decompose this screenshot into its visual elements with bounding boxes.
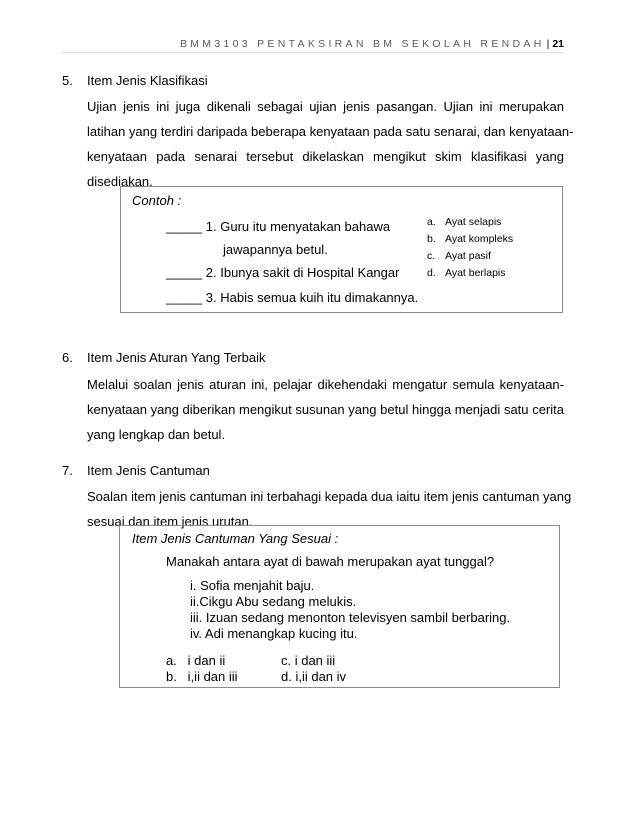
answer-option: b. i,ii dan iii xyxy=(166,669,238,684)
example-item xyxy=(166,290,418,305)
option-text: Ayat kompleks xyxy=(445,233,514,245)
option-text: Ayat selapis xyxy=(445,216,502,228)
classification-example-box xyxy=(120,186,563,313)
option-text: Ayat berlapis xyxy=(445,267,506,279)
example-label: Contoh : xyxy=(132,193,182,208)
option-letter: b. xyxy=(427,233,436,245)
section-5-paragraph xyxy=(87,94,574,194)
paragraph-line: Ujian jenis ini juga dikenali sebagai ujian jenis pasangan. Ujian ini merupakan xyxy=(87,99,564,114)
section-5-number: 5. xyxy=(62,73,73,88)
paragraph-line: kenyataan pada senarai tersebut dikelaskan mengikut skim klasifikasi yang xyxy=(87,149,564,164)
paragraph-line: Melalui soalan jenis aturan ini, pelajar dikehendaki mengatur semula kenyataan- xyxy=(87,377,564,392)
option-item xyxy=(427,216,501,228)
option-letter: d. xyxy=(427,267,436,279)
section-6-heading xyxy=(62,350,266,365)
paragraph-line: sesuai dan item jenis urutan. xyxy=(87,514,253,529)
page-number: 21 xyxy=(552,38,564,50)
paragraph-line: latihan yang terdiri daripada beberapa kenyataan pada satu senarai, dan kenyataan- xyxy=(87,124,574,139)
running-header xyxy=(180,38,564,50)
statement-item: iv. Adi menangkap kucing itu. xyxy=(190,626,358,641)
option-item xyxy=(427,250,491,262)
statement-item: iii. Izuan sedang menonton televisyen sambil berbaring. xyxy=(190,610,511,625)
answer-blank: _____ xyxy=(166,290,203,305)
header-rule xyxy=(62,52,564,53)
option-letter: c. xyxy=(427,250,436,262)
example-item-text: 2. Ibunya sakit di Hospital Kangar xyxy=(205,265,400,280)
paragraph-line: yang lengkap dan betul. xyxy=(87,427,226,442)
example-item xyxy=(166,265,399,280)
example-item-continuation: jawapannya betul. xyxy=(223,242,328,257)
header-separator: | xyxy=(546,38,550,50)
section-7-title: Item Jenis Cantuman xyxy=(87,463,210,478)
answer-blank: _____ xyxy=(166,219,203,234)
example-item xyxy=(166,219,390,234)
paragraph-line: disediakan. xyxy=(87,174,153,189)
example-item-text: 1. Guru itu menyatakan bahawa xyxy=(205,219,391,234)
matching-example-box xyxy=(119,525,560,688)
answer-option: c. i dan iii xyxy=(281,653,336,668)
section-7-heading xyxy=(62,463,210,478)
section-5-title: Item Jenis Klasifikasi xyxy=(87,73,208,88)
answer-blank: _____ xyxy=(166,265,203,280)
option-letter: a. xyxy=(427,216,436,228)
example-item-text: 3. Habis semua kuih itu dimakannya. xyxy=(205,290,419,305)
section-6-paragraph xyxy=(87,372,564,447)
section-6-title: Item Jenis Aturan Yang Terbaik xyxy=(87,350,266,365)
statement-item: i. Sofia menjahit baju. xyxy=(190,578,315,593)
answer-option: a. i dan ii xyxy=(166,653,226,668)
option-text: Ayat pasif xyxy=(445,250,491,262)
example-question: Manakah antara ayat di bawah merupakan ayat tunggal? xyxy=(166,554,495,569)
example-label: Item Jenis Cantuman Yang Sesuai : xyxy=(132,531,339,546)
section-6-number: 6. xyxy=(62,350,73,365)
paragraph-line: kenyataan yang diberikan mengikut susunan yang betul hingga menjadi satu cerita xyxy=(87,402,564,417)
answer-option: d. i,ii dan iv xyxy=(281,669,347,684)
option-item xyxy=(427,267,506,279)
course-title: BMM3103 PENTAKSIRAN BM SEKOLAH RENDAH xyxy=(179,38,545,50)
paragraph-line: Soalan item jenis cantuman ini terbahagi kepada dua iaitu item jenis cantuman yang xyxy=(87,489,572,504)
section-5-heading xyxy=(62,73,208,88)
option-item xyxy=(427,233,513,245)
statement-item: ii.Cikgu Abu sedang melukis. xyxy=(190,594,357,609)
section-7-number: 7. xyxy=(62,463,73,478)
